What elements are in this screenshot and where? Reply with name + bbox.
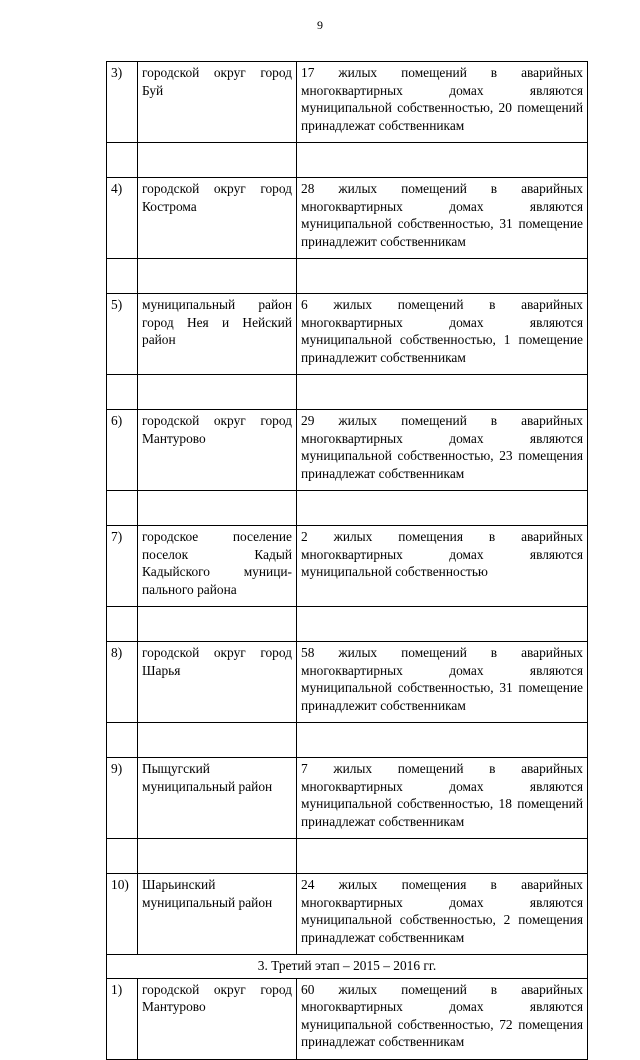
table-row-spacer	[107, 723, 588, 758]
housing-description: 17 жилых помещений в аварийных многоквартирных домах являются муниципальной собственностью, 20 помещений принадлежат собственникам	[297, 62, 588, 143]
row-number: 1)	[107, 978, 138, 1059]
housing-description: 24 жилых помещения в аварийных многоквартирных домах являются муниципальной собственностью, 2 помещения принадлежат собственникам	[297, 874, 588, 955]
resettlement-table	[106, 61, 588, 1060]
stage-heading-row	[107, 955, 588, 979]
table-row	[107, 410, 588, 491]
row-number: 8)	[107, 642, 138, 723]
stage-heading: 3. Третий этап – 2015 – 2016 гг.	[107, 955, 588, 979]
municipality-name: городской округ город Буй	[138, 62, 297, 143]
table-row	[107, 178, 588, 259]
table-row	[107, 978, 588, 1059]
housing-description: 7 жилых помещений в аварийных многоквартирных домах являются муниципальной собственностью, 18 помещений принадлежат собственникам	[297, 758, 588, 839]
housing-description: 28 жилых помещений в аварийных многоквартирных домах являются муниципальной собственностью, 31 помещение принадлежит собственникам	[297, 178, 588, 259]
table-row	[107, 294, 588, 375]
housing-description: 29 жилых помещений в аварийных многоквартирных домах являются муниципальной собственностью, 23 помещения принадлежат собственникам	[297, 410, 588, 491]
table-row-spacer	[107, 375, 588, 410]
municipality-name: городской округ город Шарья	[138, 642, 297, 723]
housing-description: 2 жилых помещения в аварийных многоквартирных домах являются муниципальной собственностью	[297, 526, 588, 607]
table-row	[107, 62, 588, 143]
municipality-name: Пыщугский муниципальный район	[138, 758, 297, 839]
housing-description: 58 жилых помещений в аварийных многоквартирных домах являются муниципальной собственностью, 31 помещение принадлежит собственникам	[297, 642, 588, 723]
table-row-spacer	[107, 259, 588, 294]
row-number: 5)	[107, 294, 138, 375]
table-row	[107, 758, 588, 839]
municipality-name: городское поселение поселок Кадый Кадыйского муници-пального района	[138, 526, 297, 607]
table-row	[107, 526, 588, 607]
municipality-name: городской округ город Мантурово	[138, 978, 297, 1059]
municipality-name: городской округ город Кострома	[138, 178, 297, 259]
table-row	[107, 874, 588, 955]
table-row-spacer	[107, 607, 588, 642]
housing-description: 60 жилых помещений в аварийных многоквартирных домах являются муниципальной собственностью, 72 помещения принадлежат собственникам	[297, 978, 588, 1059]
table-row-spacer	[107, 839, 588, 874]
municipality-name: Шарьинский муниципальный район	[138, 874, 297, 955]
row-number: 10)	[107, 874, 138, 955]
row-number: 4)	[107, 178, 138, 259]
row-number: 3)	[107, 62, 138, 143]
housing-description: 6 жилых помещений в аварийных многоквартирных домах являются муниципальной собственностью, 1 помещение принадлежит собственникам	[297, 294, 588, 375]
row-number: 9)	[107, 758, 138, 839]
row-number: 7)	[107, 526, 138, 607]
municipality-name: городской округ город Мантурово	[138, 410, 297, 491]
municipality-name: муниципальный район город Нея и Нейский район	[138, 294, 297, 375]
table-row-spacer	[107, 491, 588, 526]
table-row-spacer	[107, 143, 588, 178]
row-number: 6)	[107, 410, 138, 491]
page-number: 9	[317, 18, 323, 32]
table-row	[107, 642, 588, 723]
